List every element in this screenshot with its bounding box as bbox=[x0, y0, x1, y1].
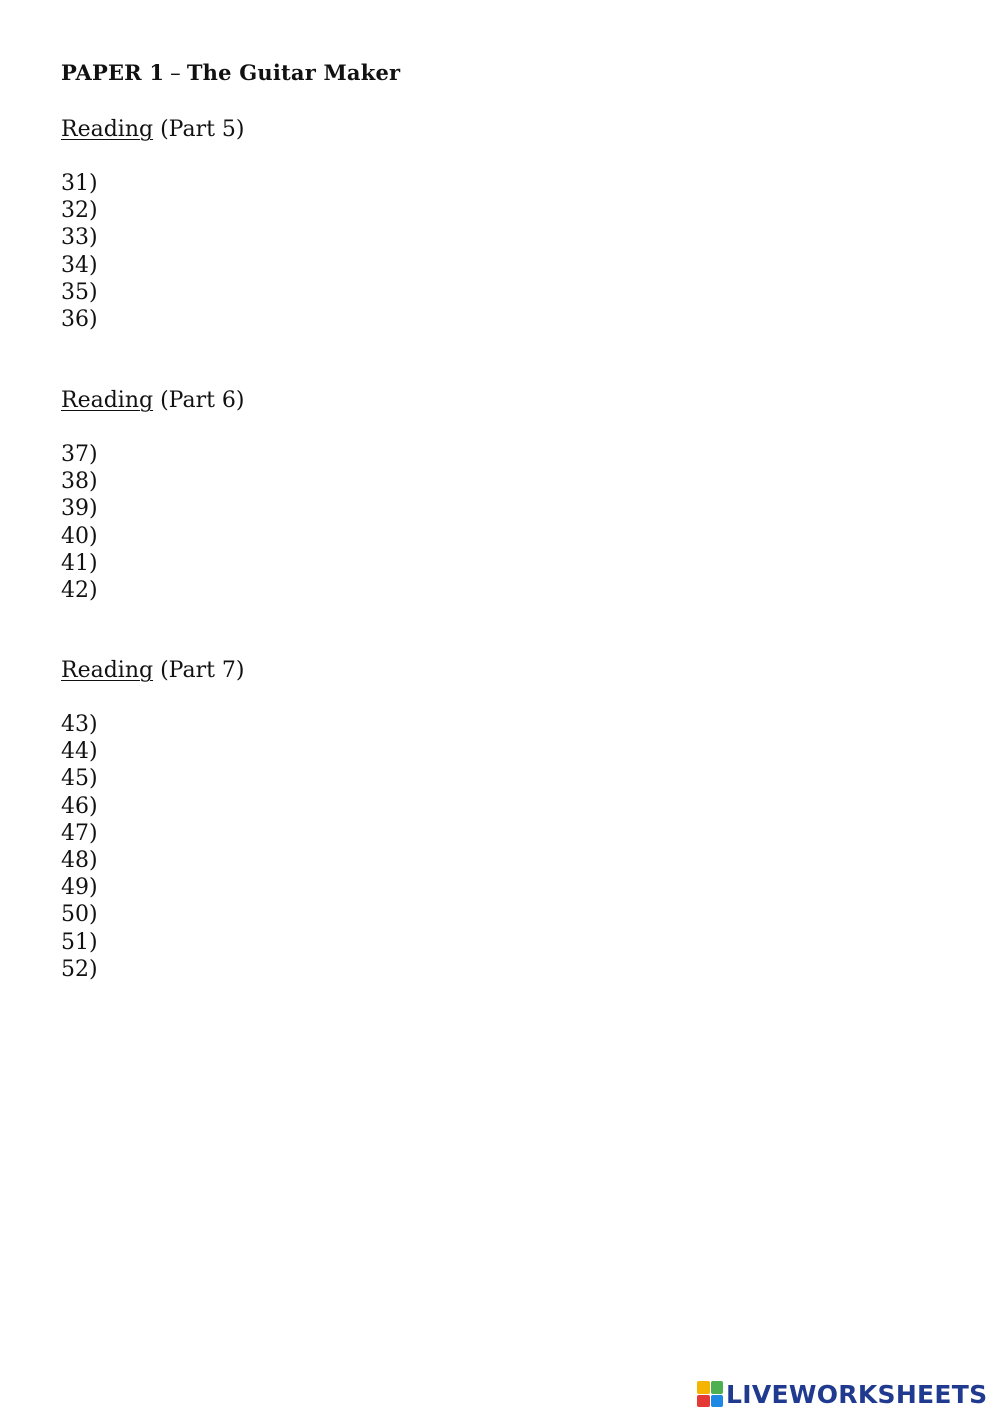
logo-square bbox=[697, 1381, 710, 1394]
logo-square bbox=[711, 1395, 724, 1408]
section-heading-rest: (Part 5) bbox=[153, 117, 245, 142]
answer-list bbox=[61, 441, 461, 604]
section-reading-part-5 bbox=[61, 116, 461, 349]
answer-item: 32) bbox=[61, 198, 98, 224]
answer-list bbox=[61, 711, 461, 983]
answer-item: 37) bbox=[61, 442, 98, 467]
liveworksheets-logo-icon bbox=[697, 1381, 723, 1407]
answer-list bbox=[61, 170, 461, 333]
section-heading bbox=[61, 387, 461, 415]
section-heading-underlined: Reading bbox=[61, 388, 154, 413]
answer-item: 33) bbox=[61, 225, 98, 251]
answer-item: 51) bbox=[61, 929, 98, 955]
answer-item: 36) bbox=[61, 306, 98, 332]
section-reading-part-7 bbox=[61, 657, 461, 999]
logo-square bbox=[697, 1395, 710, 1408]
liveworksheets-branding bbox=[697, 1378, 987, 1410]
answer-item: 48) bbox=[61, 847, 98, 873]
answer-item: 52) bbox=[61, 956, 98, 982]
answer-item: 35) bbox=[61, 279, 98, 305]
section-heading-rest: (Part 7) bbox=[153, 658, 245, 683]
answer-item: 41) bbox=[61, 550, 98, 576]
title-name: The Guitar Maker bbox=[186, 60, 401, 85]
page-title bbox=[61, 60, 400, 85]
answer-item: 43) bbox=[61, 712, 98, 737]
answer-item: 31) bbox=[61, 171, 98, 196]
liveworksheets-wordmark: LIVEWORKSHEETS bbox=[726, 1379, 988, 1409]
answer-item: 44) bbox=[61, 739, 98, 765]
answer-item: 50) bbox=[61, 902, 98, 928]
section-heading-rest: (Part 6) bbox=[153, 388, 245, 413]
section-heading bbox=[61, 657, 461, 685]
answer-item: 34) bbox=[61, 252, 98, 278]
logo-square bbox=[711, 1381, 724, 1394]
answer-item: 42) bbox=[61, 577, 98, 603]
answer-item: 46) bbox=[61, 793, 98, 819]
section-heading-underlined: Reading bbox=[61, 658, 154, 683]
answer-item: 38) bbox=[61, 469, 98, 495]
answer-item: 49) bbox=[61, 875, 98, 901]
answer-item: 47) bbox=[61, 820, 98, 846]
section-heading bbox=[61, 116, 461, 144]
answer-item: 45) bbox=[61, 766, 98, 792]
answer-item: 39) bbox=[61, 496, 98, 522]
title-paper-label: PAPER 1 bbox=[61, 60, 165, 85]
section-heading-underlined: Reading bbox=[61, 117, 154, 142]
answer-item: 40) bbox=[61, 523, 98, 549]
section-reading-part-6 bbox=[61, 387, 461, 620]
title-dash: – bbox=[170, 61, 181, 85]
